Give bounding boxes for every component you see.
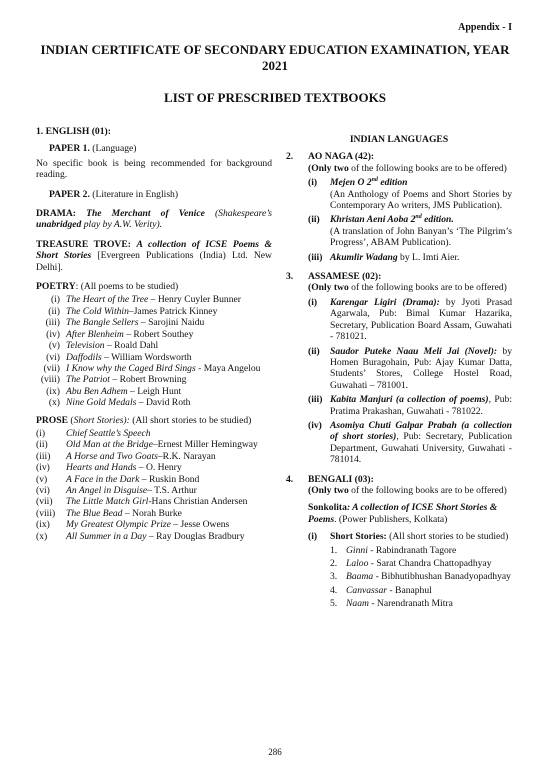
book-text (330, 346, 512, 392)
item-title: My Greatest Olympic Prize (66, 519, 171, 531)
short-stories-block (286, 531, 512, 609)
item-title: Nine Gold Medals (66, 397, 137, 409)
section-english-heading: 1. ENGLISH (01): (36, 126, 111, 137)
list-number: (v) (48, 340, 60, 352)
story-author: - Bibhutibhushan Banadyopadhyay (373, 571, 511, 583)
section-ao-naga-heading: 2. AO NAGA (42): (286, 151, 375, 163)
list-number: (iii) (36, 450, 51, 462)
item-author: –James Patrick Kinney (128, 305, 218, 317)
story-item (36, 508, 272, 519)
item-title: Television (66, 340, 105, 352)
item-title: Abu Ben Adhem (66, 385, 128, 397)
ao-naga-book-item (308, 177, 512, 211)
story-item (36, 474, 272, 485)
book-detail: (An Anthology of Poems and Short Stories by Contemporary Ao writers, JMS Publication). (330, 188, 512, 212)
list-text (66, 439, 272, 450)
book-title-tail: edition (377, 177, 408, 189)
paper2-heading: PAPER 2. (Literature in English) (49, 188, 179, 200)
item-author: - Maya Angelou (195, 362, 261, 374)
list-number: (v) (36, 473, 48, 485)
story-title: Baama (346, 571, 374, 583)
list-text (66, 363, 272, 374)
ao-naga-book-item (308, 214, 512, 248)
item-title: Old Man at the Bridge (66, 439, 153, 451)
list-number: (iii) (308, 251, 323, 263)
book-text (330, 214, 512, 248)
poem-item (36, 306, 272, 317)
book-title: Akumlir Wadang (330, 251, 398, 263)
book-title-tail: edition. (421, 214, 454, 226)
list-number: 3. (330, 571, 338, 583)
list-text (66, 294, 272, 305)
list-text (66, 306, 272, 317)
list-number: (iii) (308, 394, 323, 406)
story-text (346, 545, 456, 556)
paper1-text: No specific book is being recommended for background reading. (36, 157, 272, 181)
list-number: (ii) (36, 439, 48, 451)
book-text (330, 394, 512, 417)
story-text (346, 598, 453, 609)
poem-item (36, 374, 272, 385)
list-number: (viii) (40, 374, 60, 386)
item-title: The Blue Bead (66, 507, 123, 519)
page-subtitle: LIST OF PRESCRIBED TEXTBOOKS (164, 90, 386, 105)
ao-naga-books (286, 177, 512, 263)
list-number: (vii) (36, 496, 53, 508)
story-author: - Sarat Chandra Chattopadhyay (368, 558, 492, 569)
item-title: An Angel in Disguise (66, 484, 148, 496)
book-title-sup: nd (415, 214, 422, 221)
book-title: Mejen O 2 (330, 177, 372, 189)
list-text (66, 496, 272, 507)
item-author: – David Roth (136, 397, 191, 409)
list-number: 4. (330, 584, 338, 596)
item-author: – Roald Dahl (104, 340, 159, 352)
item-title: Chief Seattle’s Speech (66, 427, 151, 439)
list-text (66, 462, 272, 473)
item-author: – Ruskin Bond (139, 473, 200, 485)
story-item (36, 485, 272, 496)
list-text (66, 428, 272, 439)
list-number: (i) (36, 427, 46, 439)
poem-item (36, 340, 272, 351)
bengali-story-item (330, 571, 512, 582)
list-number: (i) (308, 296, 318, 308)
list-number: (i) (50, 294, 60, 306)
list-number: (ix) (36, 519, 50, 531)
list-number: (x) (48, 397, 60, 409)
item-author: –R.K. Narayan (157, 450, 216, 462)
bengali-stories-list (308, 545, 512, 610)
story-title: Laloo (346, 558, 369, 569)
poem-item (36, 294, 272, 305)
item-author: – Jesse Owens (170, 519, 230, 531)
story-item (36, 496, 272, 507)
story-item (36, 519, 272, 530)
list-number: (iv) (46, 328, 60, 340)
poem-item (36, 386, 272, 397)
list-text (66, 531, 272, 542)
list-number: 5. (330, 598, 338, 610)
list-text (66, 474, 272, 485)
prose-heading: PROSE (Short Stories): (All short stories to be studied) (36, 414, 252, 426)
item-author: – T.S. Arthur (147, 484, 197, 496)
item-title: The Patriot (66, 374, 110, 386)
bengali-story-item (330, 558, 512, 569)
story-text (346, 585, 432, 596)
book-title-sup: nd (371, 177, 378, 184)
list-number: (ii) (48, 305, 60, 317)
assamese-book-item (308, 394, 512, 417)
book-detail: by Homen Buragohain, Pub: Ajay Kumar Datta, Students’ Stores, College Hostel Road, Guwahati – 781001. (330, 345, 512, 391)
assamese-book-item (308, 297, 512, 343)
list-number: (x) (36, 530, 48, 542)
list-text (66, 386, 272, 397)
list-number: (vi) (46, 351, 60, 363)
item-title: All Summer in a Day (66, 530, 147, 542)
item-author: – William Wordsworth (101, 351, 192, 363)
sonkolita-text: Sonkolita: A collection of ICSE Short Stories & Poems. (Power Publishers, Kolkata) (308, 502, 498, 525)
item-author: – O. Henry (136, 462, 182, 474)
bengali-story-item (330, 598, 512, 609)
list-text (66, 317, 272, 328)
ao-naga-book-item (308, 252, 512, 263)
bengali-story-item (330, 585, 512, 596)
list-text (66, 352, 272, 363)
poem-item (36, 397, 272, 408)
list-text (66, 340, 272, 351)
right-column (286, 126, 512, 610)
book-title: Kabita Manjuri (a collection of poems) (330, 394, 489, 406)
book-title: Saudor Puteke Naau Meli Jai (Novel): (330, 345, 498, 357)
poem-item (36, 363, 272, 374)
list-number: (iii) (45, 317, 60, 329)
book-title: Khristan Aeni Aoba 2 (330, 214, 416, 226)
item-author: – Ray Douglas Bradbury (146, 530, 245, 542)
item-title: The Heart of the Tree (66, 294, 149, 306)
list-number: 2. (330, 558, 338, 569)
item-author: – Robert Southey (123, 328, 194, 340)
list-text (66, 485, 272, 496)
list-number: (iv) (308, 419, 322, 431)
story-author: - Narendranath Mitra (368, 598, 453, 610)
story-item (36, 428, 272, 439)
item-title: I Know why the Caged Bird Sings (66, 362, 196, 374)
list-text (66, 374, 272, 385)
stories-list (36, 428, 272, 542)
appendix-label: Appendix - I (458, 22, 512, 33)
list-text (66, 329, 272, 340)
list-number: (ii) (308, 214, 320, 226)
assamese-intro: (Only two of the following books are to be offered) (308, 282, 507, 294)
item-author: –Ernest Miller Hemingway (152, 439, 258, 451)
indian-languages-heading: INDIAN LANGUAGES (349, 134, 449, 145)
assamese-book-item (308, 420, 512, 466)
story-item (36, 439, 272, 450)
item-title: After Blenheim (66, 328, 124, 340)
item-author: – Robert Browning (109, 374, 187, 386)
book-detail: (A translation of John Banyan’s ‘The Pilgrim’s Progress’, ABAM Publication). (330, 225, 512, 249)
bengali-intro: (Only two of the following books are to be offered) (308, 484, 507, 496)
item-author: – Sarojini Naidu (138, 317, 205, 329)
list-text (66, 519, 272, 530)
page-number: 286 (268, 747, 282, 757)
book-title: Karengar Ligiri (Drama): (330, 296, 440, 308)
story-title: Naam (346, 598, 369, 610)
story-title: Canvassar (346, 584, 388, 596)
assamese-book-item (308, 346, 512, 392)
list-number: (ix) (46, 385, 60, 397)
poems-list (36, 294, 272, 408)
assamese-books (286, 297, 512, 466)
list-text (66, 451, 272, 462)
item-title: Daffodils (66, 351, 102, 363)
book-detail: by Jyoti Prasad Agarwala, Pub: Bimal Kumar Hazarika, Secretary, Publication Board Assam, Guwahati - 781021. (330, 296, 512, 343)
item-author: – Henry Cuyler Bunner (148, 294, 241, 306)
section-bengali-heading: 4. BENGALI (03): (286, 473, 374, 485)
book-title: Asomiya Chuti Galpar Prabah (a collection of short stories) (330, 419, 512, 443)
story-item (36, 531, 272, 542)
list-number: (vii) (43, 362, 60, 374)
list-number: 1. (330, 544, 338, 556)
list-number: (ii) (308, 345, 320, 357)
item-author: -Hans Christian Andersen (148, 496, 248, 508)
item-title: The Little Match Girl (66, 496, 149, 508)
item-author: – Leigh Hunt (127, 385, 182, 397)
item-title: A Face in the Dark (66, 473, 140, 485)
poem-item (36, 329, 272, 340)
list-number: (i) (308, 177, 318, 189)
book-detail: by L. Imti Aier. (397, 251, 460, 263)
item-title: The Cold Within (66, 305, 129, 317)
story-author: - Rabindranath Tagore (367, 544, 457, 556)
poem-item (36, 317, 272, 328)
story-title: Ginni (346, 544, 368, 556)
left-column (36, 126, 272, 542)
list-number: (vi) (36, 484, 50, 496)
book-text (330, 297, 512, 343)
book-detail: , Pub: Pratima Prakashan, Guwahati - 781022. (330, 394, 512, 417)
story-item (36, 462, 272, 473)
poem-item (36, 352, 272, 363)
book-text (330, 177, 512, 211)
short-stories-heading: (i) Short Stories: (All short stories to be studied) (308, 531, 509, 543)
treasure-trove-text: TREASURE TROVE: A collection of ICSE Poems & Short Stories [Evergreen Publications (India) Ltd. New Delhi]. (36, 238, 272, 273)
list-number: (iv) (36, 462, 50, 474)
item-title: Hearts and Hands (66, 462, 137, 474)
page-title: INDIAN CERTIFICATE OF SECONDARY EDUCATION EXAMINATION, YEAR 2021 (40, 42, 510, 73)
item-author: – Norah Burke (122, 507, 182, 519)
story-item (36, 451, 272, 462)
section-assamese-heading: 3. ASSAMESE (02): (286, 271, 382, 283)
story-text (346, 571, 511, 582)
poetry-heading: POETRY: (All poems to be studied) (36, 281, 179, 293)
item-title: The Bangle Sellers (66, 317, 139, 329)
story-text (346, 558, 492, 569)
item-title: A Horse and Two Goats (66, 450, 158, 462)
book-detail: , Pub: Secretary, Publication Department, Guwahati University, Guwahati - 781014. (330, 431, 512, 466)
book-text (330, 420, 512, 466)
story-author: - Banaphul (387, 584, 432, 596)
bengali-story-item (330, 545, 512, 556)
ao-naga-intro: (Only two of the following books are to be offered) (308, 162, 507, 174)
book-text (330, 252, 512, 263)
paper1-heading: PAPER 1. (Language) (49, 143, 137, 155)
list-number: (viii) (36, 507, 56, 519)
drama-text: DRAMA: The Merchant of Venice (Shakespeare’s unabridged play by A.W. Verity). (36, 208, 272, 231)
list-text (66, 508, 272, 519)
list-text (66, 397, 272, 408)
